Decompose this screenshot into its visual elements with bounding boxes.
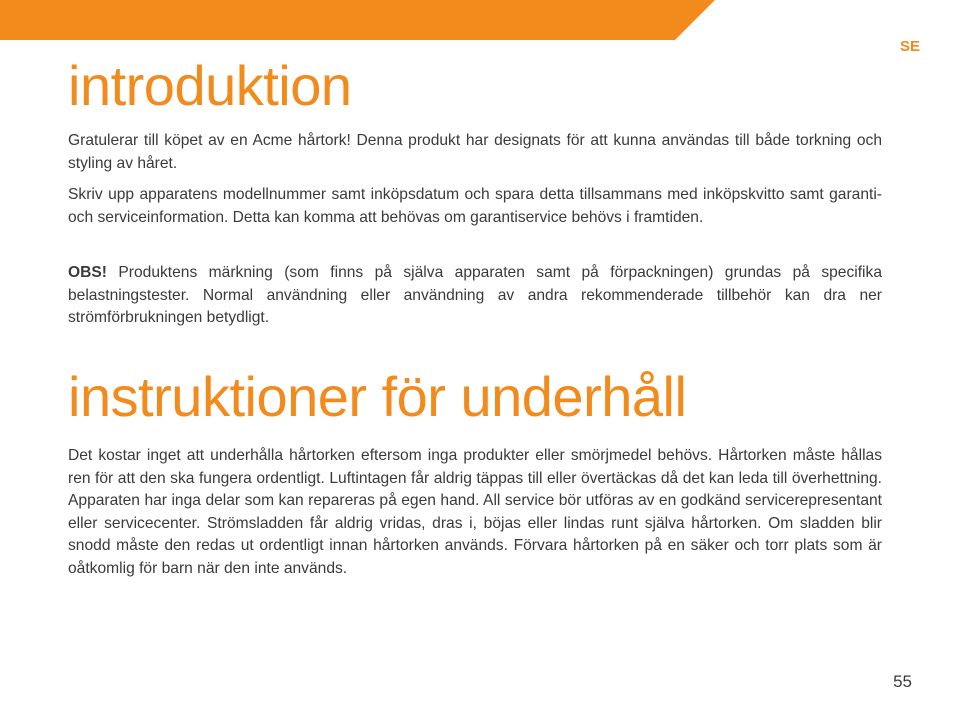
intro-note-paragraph: [68, 262, 882, 330]
language-tag: SE: [899, 38, 920, 55]
intro-paragraph-1: Gratulerar till köpet av en Acme hårtork! Denna produkt har designats för att kunna användas till både torkning och styling av håret.: [68, 132, 882, 172]
note-label: OBS!: [68, 264, 107, 281]
intro-paragraph-2: Skriv upp apparatens modellnummer samt inköpsdatum och spara detta tillsammans med inköpskvitto samt garanti- och serviceinformation. Detta kan komma att behövas om garantiservice behövs i framtiden.: [68, 186, 882, 226]
section-title-maintenance: instruktioner för underhåll: [68, 365, 687, 428]
section-title-introduction: introduktion: [68, 54, 352, 117]
header-accent-band: [0, 0, 954, 40]
page-number: 55: [893, 672, 912, 691]
maintenance-paragraph: Det kostar inget att underhålla hårtorken eftersom inga produkter eller smörjmedel behövs. Hårtorken måste hållas ren för att den ska fungera ordentligt. Luftintagen får aldrig täppas till eller övertäckas då det kan leda till överhettning. Apparaten har inga delar som kan repareras på egen hand. All service bör utföras av en godkänd servicerepresentant eller servicecenter. Strömsladden får aldrig vridas, dras i, böjas eller lindas runt själva hårtorken. Om sladden blir snodd måste den redas ut ordentligt innan hårtorken används. Förvara hårtorken på en säker och torr plats som är oåtkomlig för barn när den inte används.: [68, 447, 882, 577]
note-text: Produktens märkning (som finns på själva apparaten samt på förpackningen) grundas på specifika belastningstester. Normal användning eller användning av andra rekommenderade tillbehör kan dra ner strömförbrukningen betydligt.: [68, 264, 882, 326]
